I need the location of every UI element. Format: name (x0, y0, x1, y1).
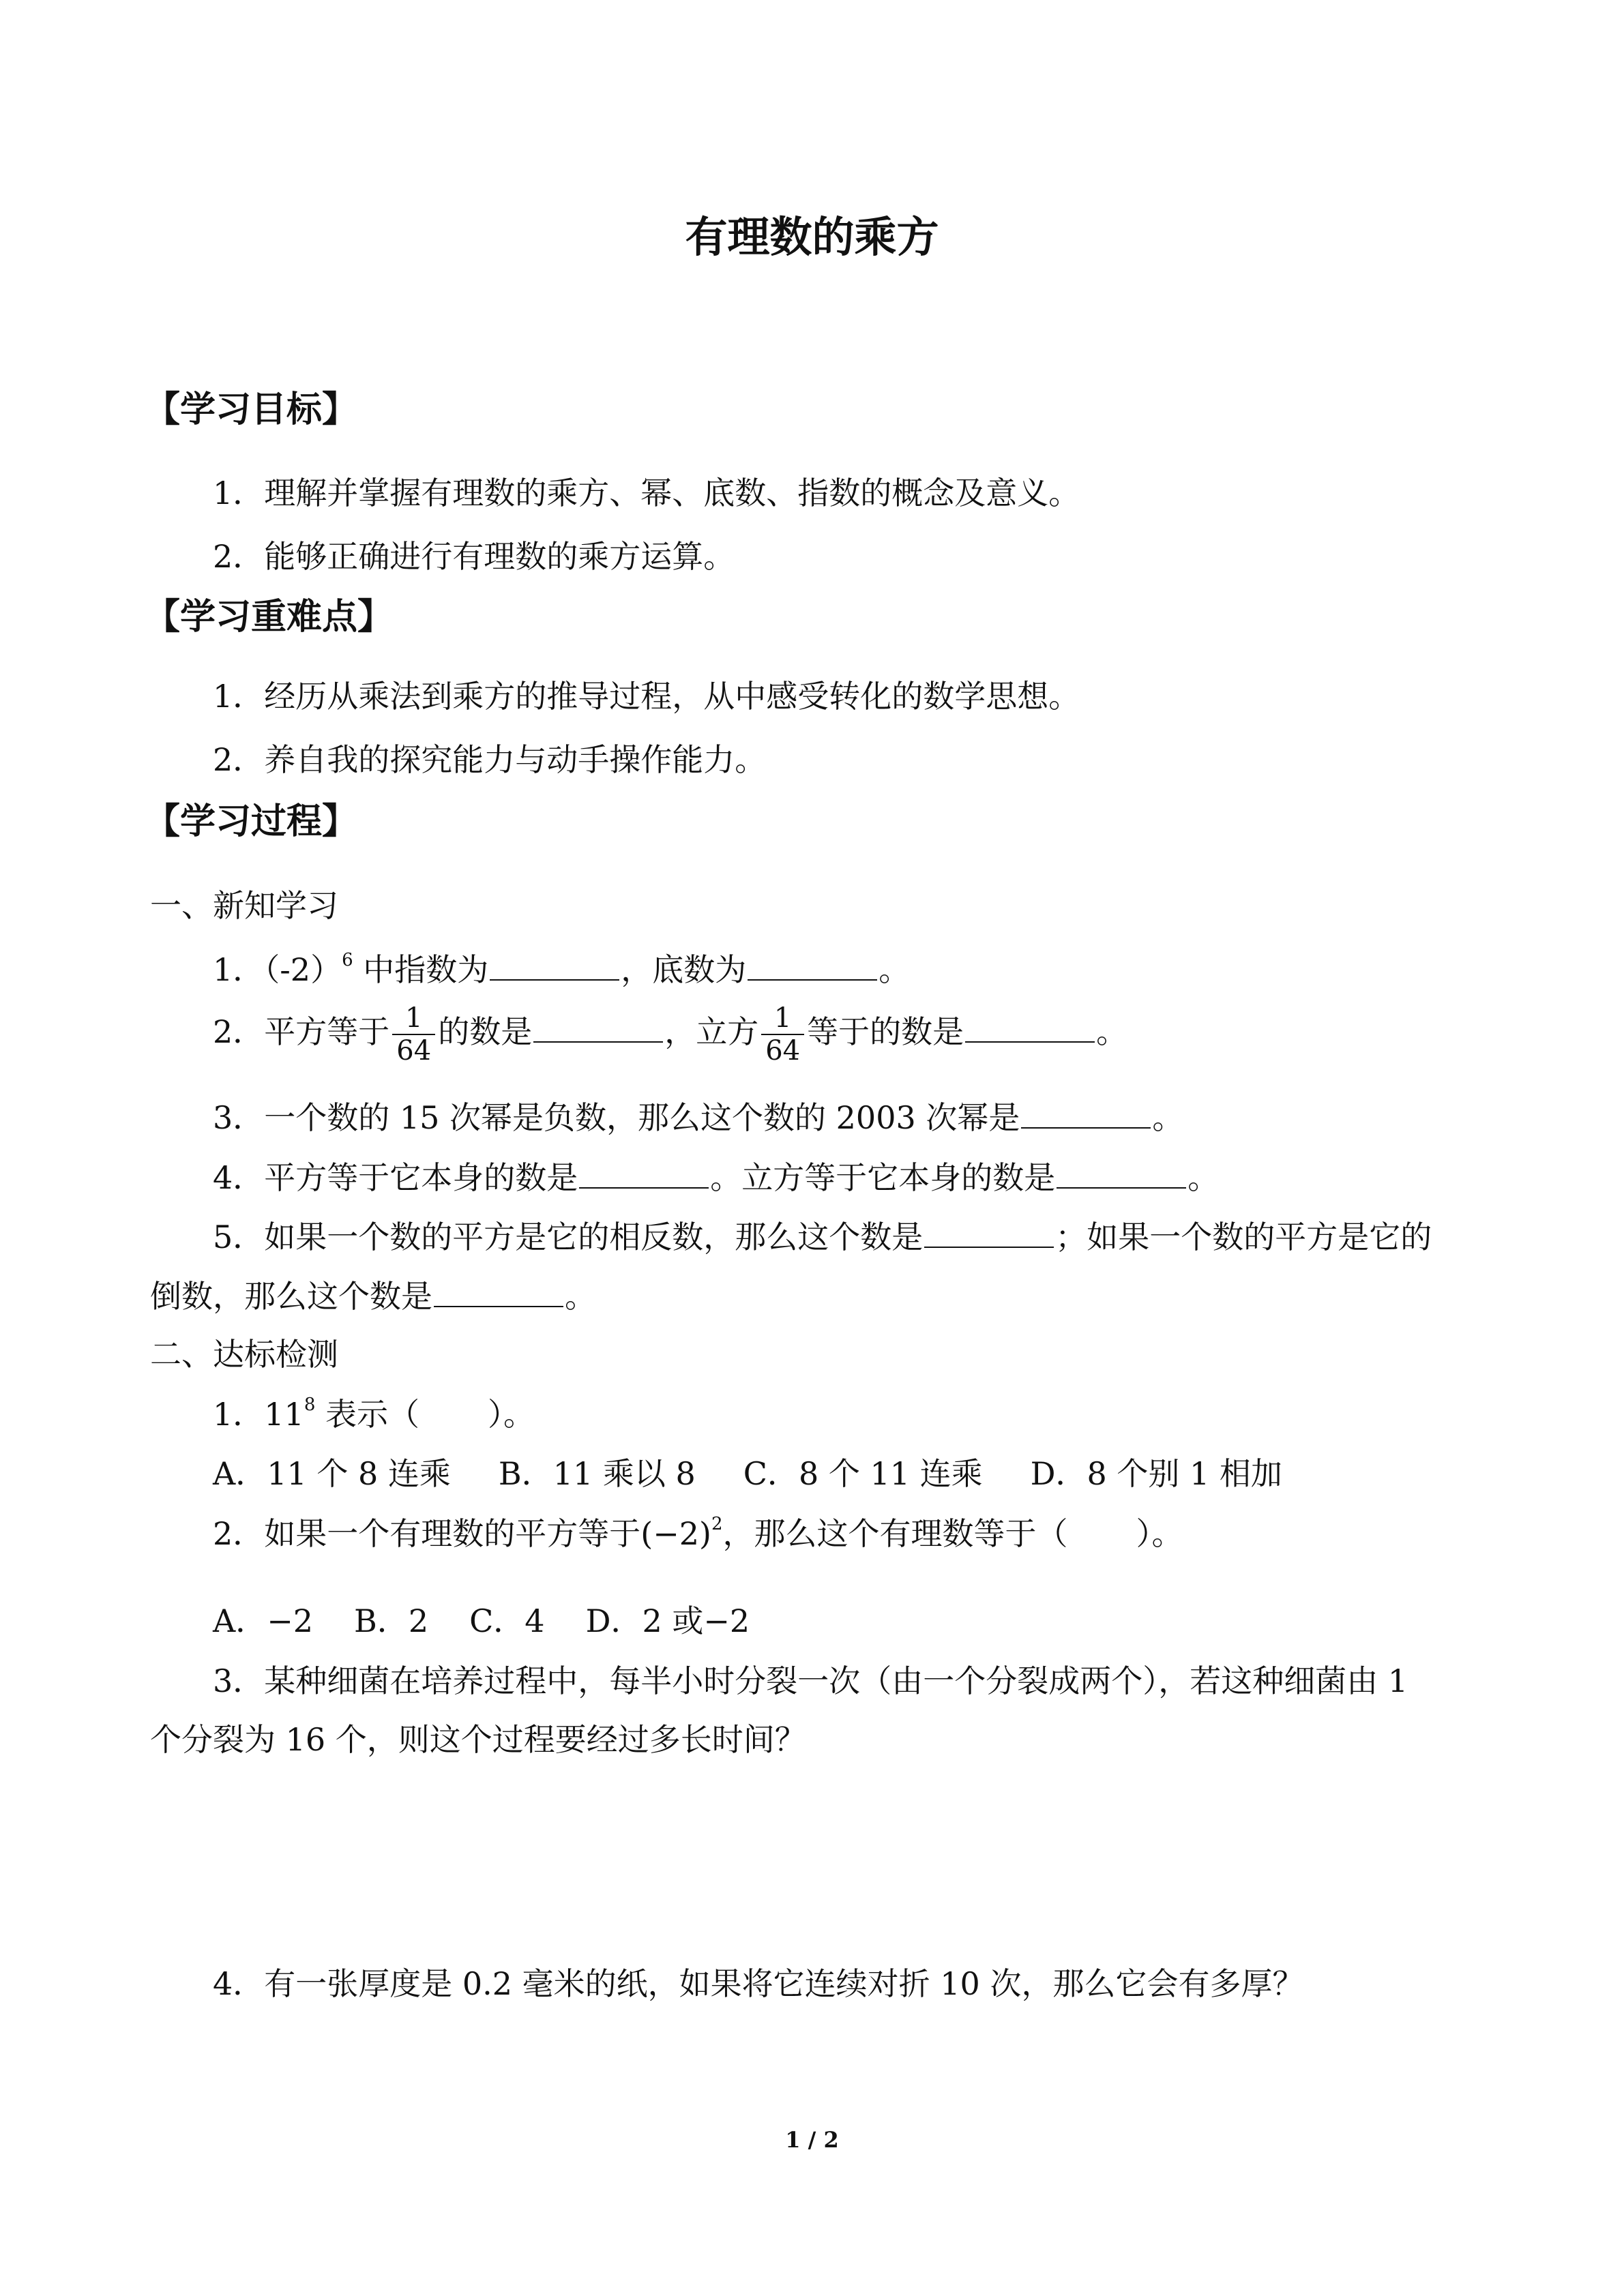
q4-mid: 。立方等于它本身的数是 (710, 1159, 1056, 1196)
fraction-one-sixty-fourth (392, 1002, 435, 1067)
option-b[interactable]: B．11 乘以 8 (498, 1455, 696, 1492)
p2q1-prefix: 1．11 (213, 1396, 304, 1433)
p2q2-end: ）。 (1136, 1515, 1183, 1552)
q2-mid2: ，立方 (664, 1013, 759, 1050)
goal-item-1: 1．理解并掌握有理数的乘方、幂、底数、指数的概念及意义。 (213, 475, 1080, 511)
part1-question-5 (213, 1215, 1432, 1258)
option-c[interactable]: C．8 个 11 连乘 (743, 1455, 983, 1492)
option-a[interactable]: A．11 个 8 连乘 (213, 1455, 451, 1492)
answer-blank[interactable] (965, 1010, 1095, 1043)
part2-question-4: 4．有一张厚度是 0.2 毫米的纸，如果将它连续对折 10 次，那么它会有多厚？ (213, 1965, 1304, 2002)
part2-question-1-options (213, 1452, 1330, 1495)
fraction-numerator: 1 (761, 1002, 804, 1035)
q5-line2-prefix: 倒数，那么这个数是 (150, 1278, 432, 1315)
section-heading-process: 【学习过程】 (145, 801, 358, 842)
part2-question-2 (213, 1512, 1183, 1555)
p2q1-mid: 表示（ (315, 1396, 419, 1433)
fraction-one-sixty-fourth (761, 1002, 804, 1067)
part2-heading: 二、达标检测 (150, 1336, 338, 1373)
part1-question-2 (213, 1002, 1127, 1067)
answer-blank[interactable] (533, 1010, 663, 1043)
part2-question-3-line2: 个分裂为 16 个，则这个过程要经过多长时间？ (150, 1721, 806, 1758)
q2-mid: 的数是 (438, 1013, 533, 1050)
option-d[interactable]: D．8 个别 1 相加 (1030, 1455, 1282, 1492)
fraction-numerator: 1 (392, 1002, 435, 1035)
option-c[interactable]: C．4 (469, 1602, 545, 1639)
p2q2-prefix: 2．如果一个有理数的平方等于(−2) (213, 1515, 711, 1552)
q4-prefix: 4．平方等于它本身的数是 (213, 1159, 578, 1196)
part1-question-3 (213, 1096, 1183, 1139)
answer-blank[interactable] (924, 1215, 1054, 1248)
q2-end: 。 (1096, 1013, 1128, 1050)
page-number: 1 / 2 (785, 2127, 839, 2153)
part1-question-4 (213, 1156, 1219, 1199)
p2q2-mid: ，那么这个有理数等于（ (722, 1515, 1068, 1552)
fraction-denominator: 64 (396, 1035, 432, 1067)
fraction-denominator: 64 (765, 1035, 801, 1067)
q1-mid: 中指数为 (353, 951, 489, 988)
q1-prefix: 1．（-2） (213, 951, 342, 988)
answer-blank[interactable] (748, 948, 877, 981)
q5-end: 。 (565, 1278, 596, 1315)
part1-heading: 一、新知学习 (150, 887, 338, 924)
p2q2-exponent: 2 (711, 1514, 723, 1534)
part2-question-3-line1: 3．某种细菌在培养过程中，每半小时分裂一次（由一个分裂成两个），若这种细菌由 1 (213, 1663, 1408, 1699)
answer-blank[interactable] (1021, 1096, 1151, 1129)
option-d[interactable]: D．2 或−2 (585, 1602, 750, 1639)
q2-mid3: 等于的数是 (807, 1013, 964, 1050)
option-a[interactable]: A．−2 (213, 1602, 314, 1639)
page-title: 有理数的乘方 (685, 212, 939, 262)
p2q1-end: ）。 (487, 1396, 535, 1433)
part1-question-1 (213, 948, 910, 991)
p2q1-exponent: 8 (304, 1395, 316, 1415)
q2-prefix: 2．平方等于 (213, 1013, 390, 1050)
part2-question-1 (213, 1393, 535, 1435)
key-point-item-2: 2．养自我的探究能力与动手操作能力。 (213, 741, 767, 778)
section-heading-goals: 【学习目标】 (145, 389, 358, 430)
answer-blank[interactable] (490, 948, 619, 981)
answer-blank[interactable] (1057, 1156, 1186, 1189)
q5-prefix: 5．如果一个数的平方是它的相反数，那么这个数是 (213, 1219, 924, 1255)
q4-end: 。 (1187, 1159, 1220, 1196)
q3-end: 。 (1152, 1099, 1184, 1136)
key-point-item-1: 1．经历从乘法到乘方的推导过程，从中感受转化的数学思想。 (213, 678, 1080, 715)
q3-prefix: 3．一个数的 15 次幂是负数，那么这个数的 2003 次幂是 (213, 1099, 1020, 1136)
option-b[interactable]: B．2 (354, 1602, 429, 1639)
q1-end: 。 (879, 951, 911, 988)
section-heading-key-points: 【学习重难点】 (145, 597, 394, 638)
answer-blank[interactable] (434, 1274, 563, 1307)
q5-mid: ；如果一个数的平方是它的 (1055, 1219, 1432, 1255)
answer-blank[interactable] (579, 1156, 709, 1189)
part2-question-2-options (213, 1600, 797, 1642)
goal-item-2: 2．能够正确进行有理数的乘方运算。 (213, 538, 735, 575)
q1-mid2: ，底数为 (621, 951, 747, 988)
part1-question-5-continued (150, 1274, 596, 1317)
q1-exponent: 6 (342, 950, 353, 970)
